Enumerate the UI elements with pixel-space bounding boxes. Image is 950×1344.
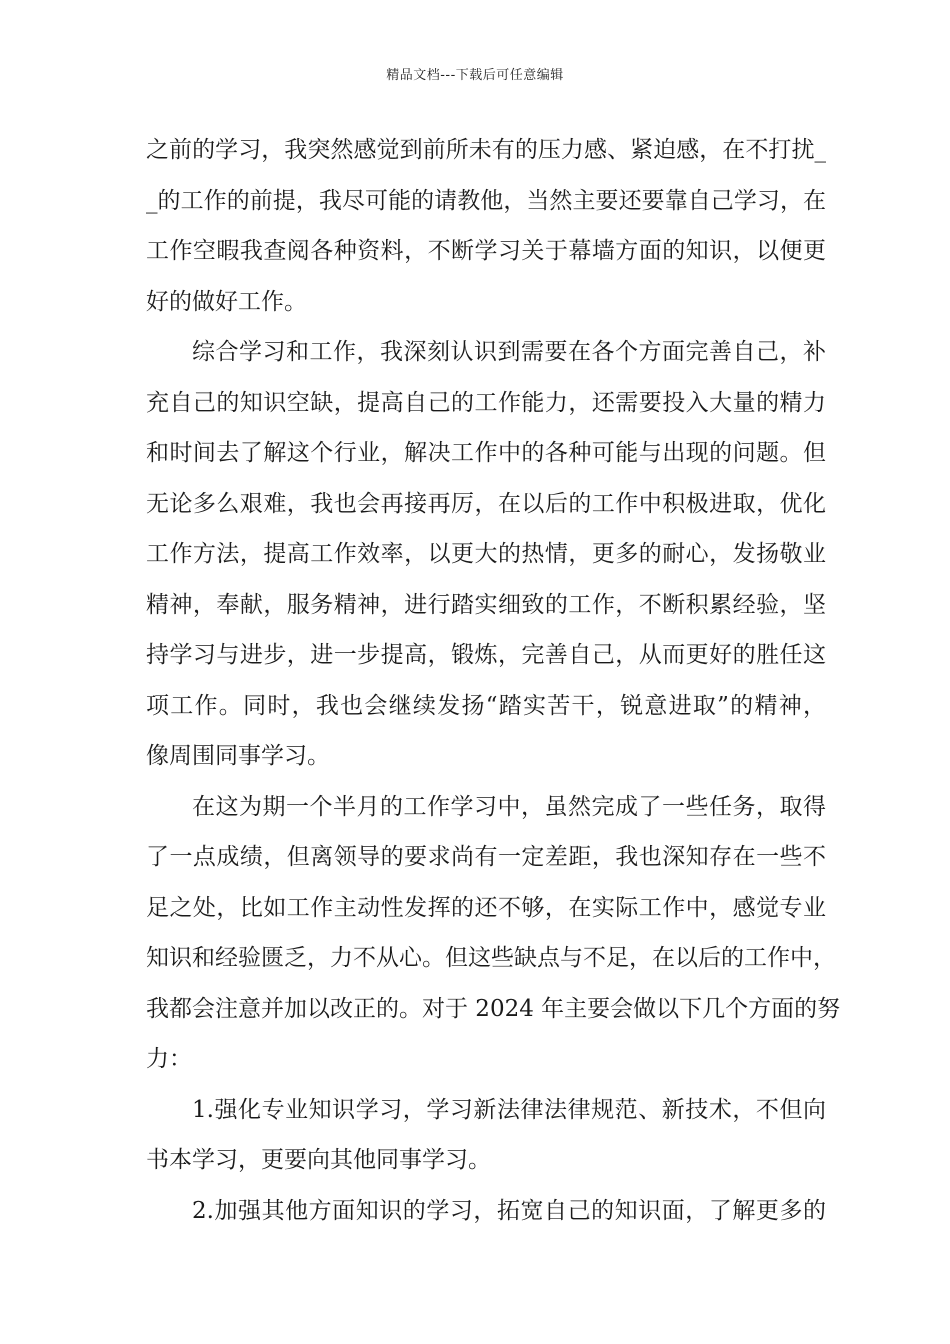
text-line: 工作方法，提高工作效率，以更大的热情，更多的耐心，发扬敬业: [146, 541, 826, 567]
text-line: 持学习与进步，进一步提高，锻炼，完善自己，从而更好的胜任这: [146, 642, 826, 668]
text-line: 项工作。同时，我也会继续发扬“踏实苦干，锐意进取”的精神，: [146, 692, 826, 719]
text-line: 像周围同事学习。: [146, 743, 330, 769]
text-line: 充自己的知识空缺，提高自己的工作能力，还需要投入大量的精力: [146, 389, 826, 416]
text-line: 了一点成绩，但离领导的要求尚有一定差距，我也深知存在一些不: [146, 844, 826, 870]
text-line: 足之处，比如工作主动性发挥的还不够，在实际工作中，感觉专业: [146, 894, 826, 921]
page-header: 精品文档---下载后可任意编辑: [386, 68, 564, 83]
paragraph-start-line: 综合学习和工作，我深刻认识到需要在各个方面完善自己，补: [192, 339, 826, 365]
text-line: 无论多么艰难，我也会再接再厉，在以后的工作中积极进取，优化: [146, 490, 826, 517]
document-body: [146, 125, 841, 1236]
list-item-line: 1.强化专业知识学习，学习新法律法律规范、新技术，不但向: [192, 1096, 826, 1123]
list-item-line: 2.加强其他方面知识的学习，拓宽自己的知识面，了解更多的: [192, 1197, 826, 1224]
text-line: 我都会注意并加以改正的。对于 2024 年主要会做以下几个方面的努: [146, 995, 841, 1022]
text-line: 之前的学习，我突然感觉到前所未有的压力感、紧迫感，在不打扰_: [146, 137, 826, 163]
text-line: 工作空暇我查阅各种资料，不断学习关于幕墙方面的知识，以便更: [146, 238, 826, 264]
text-line: 精神，奉献，服务精神，进行踏实细致的工作，不断积累经验，坚: [146, 591, 826, 618]
text-line: 书本学习，更要向其他同事学习。: [146, 1147, 491, 1173]
text-line: _的工作的前提，我尽可能的请教他，当然主要还要靠自己学习，在: [146, 187, 826, 214]
paragraph-start-line: 在这为期一个半月的工作学习中，虽然完成了一些任务，取得: [192, 793, 826, 820]
text-line: 力：: [146, 1046, 192, 1072]
text-line: 知识和经验匮乏，力不从心。但这些缺点与不足，在以后的工作中，: [146, 945, 836, 971]
text-line: 好的做好工作。: [146, 288, 307, 315]
text-line: 和时间去了解这个行业，解决工作中的各种可能与出现的问题。但: [146, 440, 826, 466]
